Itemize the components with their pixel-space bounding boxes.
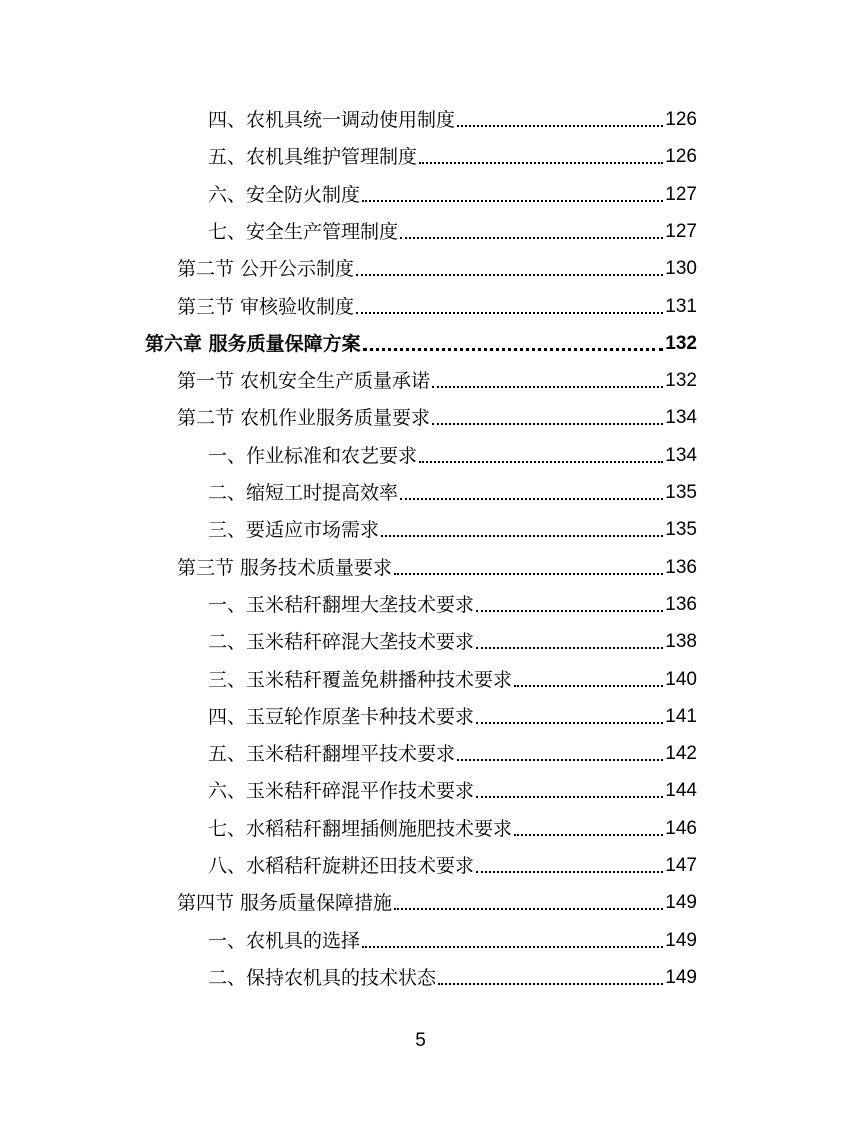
toc-entry-title: 三、玉米秸秆覆盖免耕播种技术要求 (208, 669, 513, 691)
page-number: 5 (415, 1030, 426, 1051)
toc-entry-page: 131 (665, 296, 697, 317)
toc-entry-title: 三、要适应市场需求 (208, 519, 380, 541)
toc-entry-title: 二、玉米秸秆碎混大垄技术要求 (208, 631, 475, 653)
toc-entry-title: 五、玉米秸秆翻埋平技术要求 (208, 743, 456, 765)
toc-entry-page: 146 (665, 818, 697, 839)
toc-entry-page: 127 (665, 221, 697, 242)
toc-entry-title: 一、农机具的选择 (208, 930, 361, 952)
dot-leader (356, 312, 663, 314)
toc-entry[interactable] (208, 738, 697, 766)
toc-entry-page: 149 (665, 930, 697, 951)
toc-entry-title: 二、保持农机具的技术状态 (208, 967, 437, 989)
toc-entry-title: 第三节 审核验收制度 (177, 296, 355, 318)
toc-entry[interactable] (208, 962, 697, 990)
toc-entry-title: 第二节 农机作业服务质量要求 (177, 407, 431, 429)
toc-entry-page: 136 (665, 594, 697, 615)
toc-entry-page: 135 (665, 482, 697, 503)
toc-entry-page: 136 (665, 557, 697, 578)
toc-entry[interactable] (177, 253, 697, 281)
toc-entry-title: 一、作业标准和农艺要求 (208, 445, 418, 467)
dot-leader (457, 125, 663, 127)
toc-entry-page: 134 (665, 407, 697, 428)
dot-leader (476, 610, 663, 612)
toc-entry[interactable] (208, 179, 697, 207)
toc-entry-title: 七、安全生产管理制度 (208, 221, 399, 243)
toc-entry-page: 147 (665, 855, 697, 876)
dot-leader (363, 348, 664, 351)
toc-entry-title: 二、缩短工时提高效率 (208, 482, 399, 504)
dot-leader (476, 647, 663, 649)
toc-entry[interactable] (208, 514, 697, 542)
toc-entry-title: 四、农机具统一调动使用制度 (208, 109, 456, 131)
dot-leader (419, 461, 663, 463)
toc-entry[interactable] (208, 925, 697, 953)
dot-leader (400, 237, 663, 239)
toc-entry-page: 126 (665, 109, 697, 130)
toc-entry[interactable] (177, 887, 697, 915)
toc-entry-page: 138 (665, 631, 697, 652)
toc-entry-title: 六、玉米秸秆碎混平作技术要求 (208, 780, 475, 802)
dot-leader (394, 908, 663, 910)
toc-entry[interactable] (177, 552, 697, 580)
toc-entry[interactable] (208, 626, 697, 654)
dot-leader (362, 946, 663, 948)
dot-leader (476, 722, 663, 724)
toc-entry-page: 144 (665, 780, 697, 801)
toc-entry-page: 135 (665, 519, 697, 540)
toc-entry-page: 142 (665, 743, 697, 764)
toc-entry-title: 第一节 农机安全生产质量承诺 (177, 370, 431, 392)
toc-entry[interactable] (208, 813, 697, 841)
toc-entry[interactable] (208, 664, 697, 692)
toc-entry[interactable] (208, 850, 697, 878)
dot-leader (400, 498, 663, 500)
toc-entry[interactable] (177, 365, 697, 393)
toc-entry[interactable] (145, 328, 697, 356)
toc-entry-title: 第四节 服务质量保障措施 (177, 892, 393, 914)
dot-leader (476, 871, 663, 873)
toc-entry[interactable] (177, 291, 697, 319)
dot-leader (419, 162, 663, 164)
toc-entry[interactable] (208, 104, 697, 132)
toc-entry-title: 第三节 服务技术质量要求 (177, 557, 393, 579)
dot-leader (394, 573, 663, 575)
dot-leader (514, 685, 663, 687)
dot-leader (457, 759, 663, 761)
dot-leader (381, 535, 663, 537)
toc-entry-page: 126 (665, 146, 697, 167)
toc-entry[interactable] (208, 216, 697, 244)
toc-entry[interactable] (208, 589, 697, 617)
toc-entry-title: 六、安全防火制度 (208, 184, 361, 206)
toc-entry[interactable] (208, 440, 697, 468)
toc-entry-title: 八、水稻秸秆旋耕还田技术要求 (208, 855, 475, 877)
toc-entry-page: 141 (665, 706, 697, 727)
toc-entry-page: 134 (665, 445, 697, 466)
toc-entry-page: 149 (665, 967, 697, 988)
dot-leader (514, 834, 663, 836)
toc-entry-title: 一、玉米秸秆翻埋大垄技术要求 (208, 594, 475, 616)
dot-leader (362, 200, 663, 202)
toc-entry-page: 130 (665, 258, 697, 279)
toc-entry[interactable] (177, 402, 697, 430)
toc-entry-page: 140 (665, 669, 697, 690)
toc-entry-title: 四、玉豆轮作原垄卡种技术要求 (208, 706, 475, 728)
toc-entry-page: 127 (665, 184, 697, 205)
dot-leader (476, 796, 663, 798)
toc-entry[interactable] (208, 775, 697, 803)
toc-entry-title: 第六章 服务质量保障方案 (145, 333, 361, 355)
toc-entry-page: 149 (665, 892, 697, 913)
toc-entry-title: 第二节 公开公示制度 (177, 258, 355, 280)
toc-entry-page: 132 (665, 370, 697, 391)
dot-leader (432, 423, 663, 425)
toc-entry-title: 五、农机具维护管理制度 (208, 146, 418, 168)
toc-entry[interactable] (208, 477, 697, 505)
toc-entry-title: 七、水稻秸秆翻埋插侧施肥技术要求 (208, 818, 513, 840)
toc-entry[interactable] (208, 141, 697, 169)
toc-entry-page: 132 (665, 333, 697, 354)
dot-leader (356, 274, 663, 276)
dot-leader (438, 983, 663, 985)
dot-leader (432, 386, 663, 388)
toc-entry[interactable] (208, 701, 697, 729)
